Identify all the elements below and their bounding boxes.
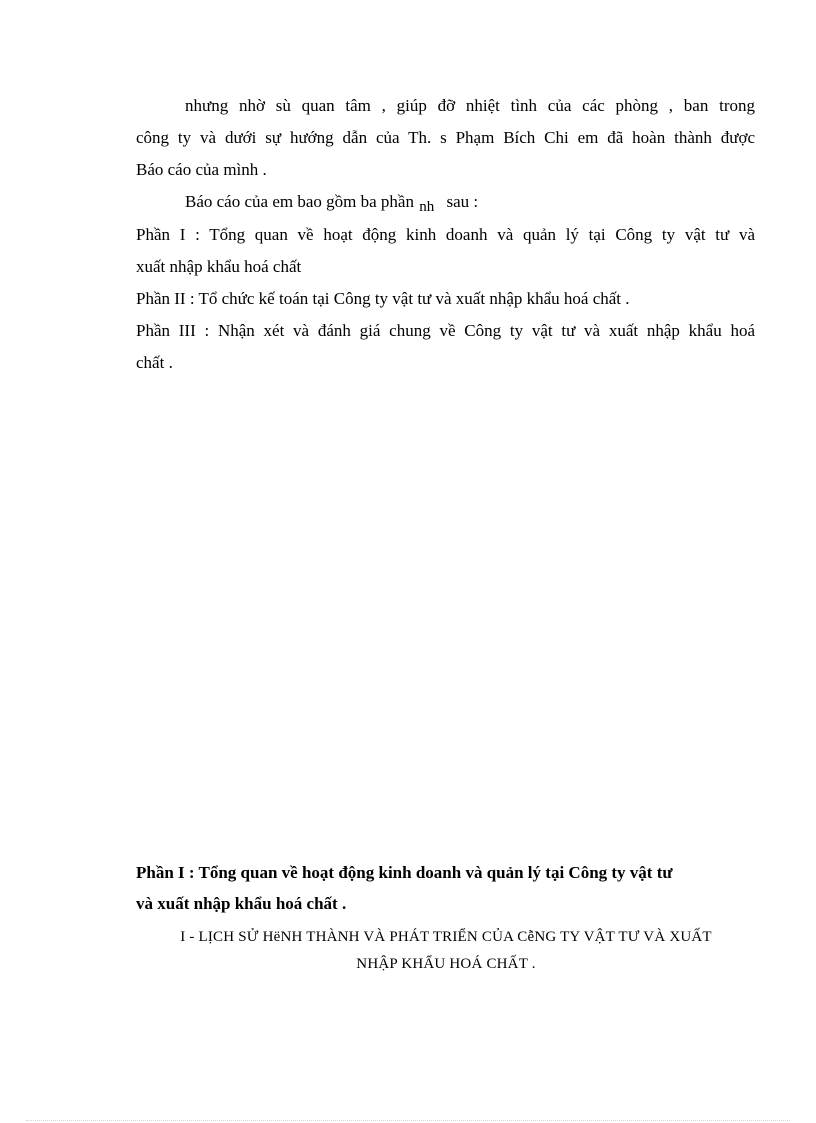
history-heading-line-2: NHẬP KHẨU HOÁ CHẤT . [356,956,536,972]
part-3-line-1: Phần III : Nhận xét và đánh giá chung về Công ty vật tư và xuất nhập khẩu hoá [136,321,755,340]
part-2-line: Phần II : Tổ chức kế toán tại Công ty vật tư và xuất nhập khẩu hoá chất . [136,289,630,308]
summary-text-before: Báo cáo của em bao gồm ba phần [185,192,414,211]
footer-dotted-rule [26,1120,790,1121]
history-heading-line-1: I - LỊCH SỬ HëNH THÀNH VÀ PHÁT TRIỂN CỦA CễNG TY VẬT TƯ VÀ XUẤT [180,929,712,945]
part-3-line-2: chất . [136,353,173,372]
section-heading-line-2: và xuất nhập khẩu hoá chất . [136,894,347,913]
section-heading [136,857,756,919]
section-heading-line-1: Phần I : Tổng quan về hoạt động kinh doanh và quản lý tại Công ty vật tư [136,863,673,882]
intro-line-1: nhưng nhờ sù quan tâm , giúp đỡ nhiệt tình của các phòng , ban trong [185,96,755,115]
report-summary-line [136,186,755,219]
part-1-line-1: Phần I : Tổng quan về hoạt động kinh doanh và quản lý tại Công ty vật tư và [136,225,755,244]
document-body [136,90,755,379]
part-1-line-2: xuất nhập khẩu hoá chất [136,257,302,276]
history-heading [136,924,756,978]
intro-line-3: Báo cáo của mình . [136,160,267,179]
summary-text-after: sau : [446,192,479,211]
intro-line-2: công ty và dưới sự hướng dẫn của Th. s Phạm Bích Chi em đã hoàn thành được [136,128,755,147]
summary-inserted-text: nh [419,199,435,215]
